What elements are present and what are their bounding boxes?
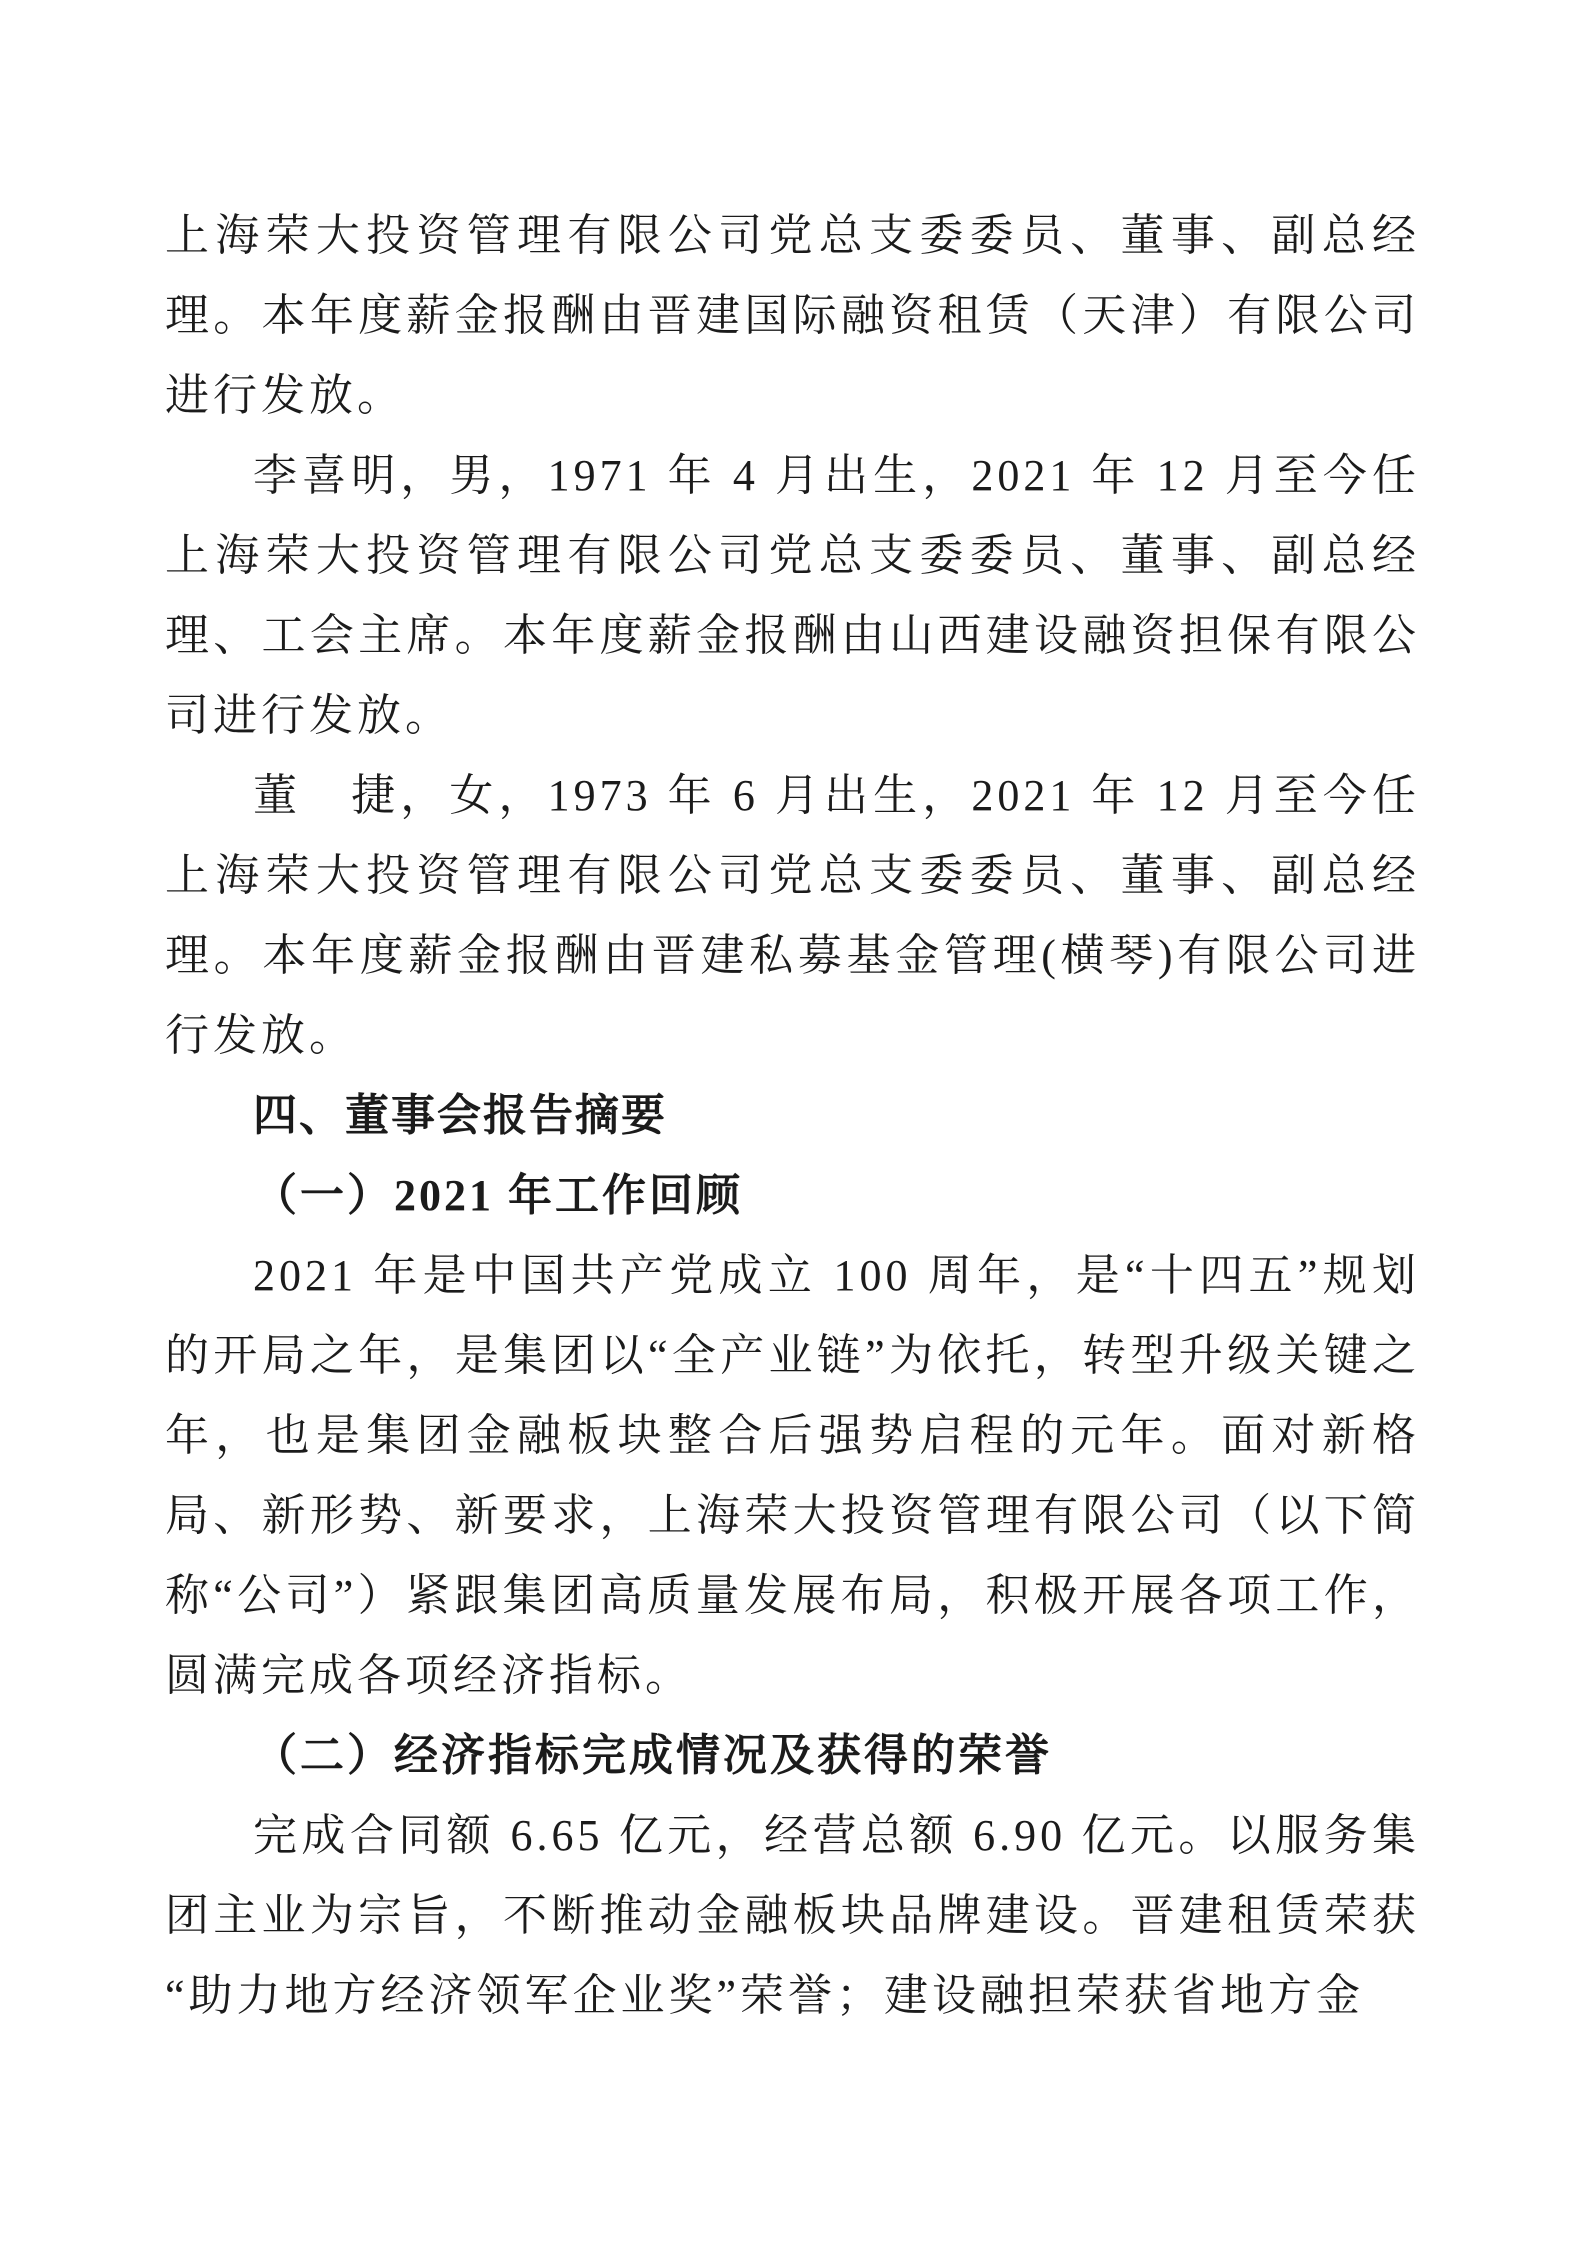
paragraph-economic-indicators-body: 完成合同额 6.65 亿元，经营总额 6.90 亿元。以服务集团主业为宗旨，不断推动金融板块品牌建设。晋建租赁荣获“助力地方经济领军企业奖”荣誉；建设融担荣获省地方金 (165, 1811, 1420, 2020)
section-heading-board-report-summary: 四、董事会报告摘要 (253, 1091, 667, 1140)
subsection-heading-economic-indicators: （二）经济指标完成情况及获得的荣誉 (253, 1731, 1052, 1780)
paragraph-dong-jie-bio: 董 捷，女，1973 年 6 月出生，2021 年 12 月至今任上海荣大投资管理有限公司党总支委委员、董事、副总经理。本年度薪金报酬由晋建私募基金管理(横琴)有限公司进行发放。 (165, 771, 1420, 1060)
paragraph-salary-continuation: 上海荣大投资管理有限公司党总支委委员、董事、副总经理。本年度薪金报酬由晋建国际融资租赁（天津）有限公司进行发放。 (165, 211, 1420, 420)
subsection-heading-2021-work-review: （一）2021 年工作回顾 (253, 1171, 743, 1220)
paragraph-li-ximing-bio: 李喜明，男，1971 年 4 月出生，2021 年 12 月至今任上海荣大投资管理有限公司党总支委委员、董事、副总经理、工会主席。本年度薪金报酬由山西建设融资担保有限公司进行发放。 (165, 451, 1420, 740)
paragraph-2021-review-body: 2021 年是中国共产党成立 100 周年，是“十四五”规划的开局之年，是集团以“全产业链”为依托，转型升级关键之年，也是集团金融板块整合后强势启程的元年。面对新格局、新形势、新要求，上海荣大投资管理有限公司（以下简称“公司”）紧跟集团高质量发展布局，积极开展各项工作，圆满完成各项经济指标。 (165, 1251, 1420, 1700)
